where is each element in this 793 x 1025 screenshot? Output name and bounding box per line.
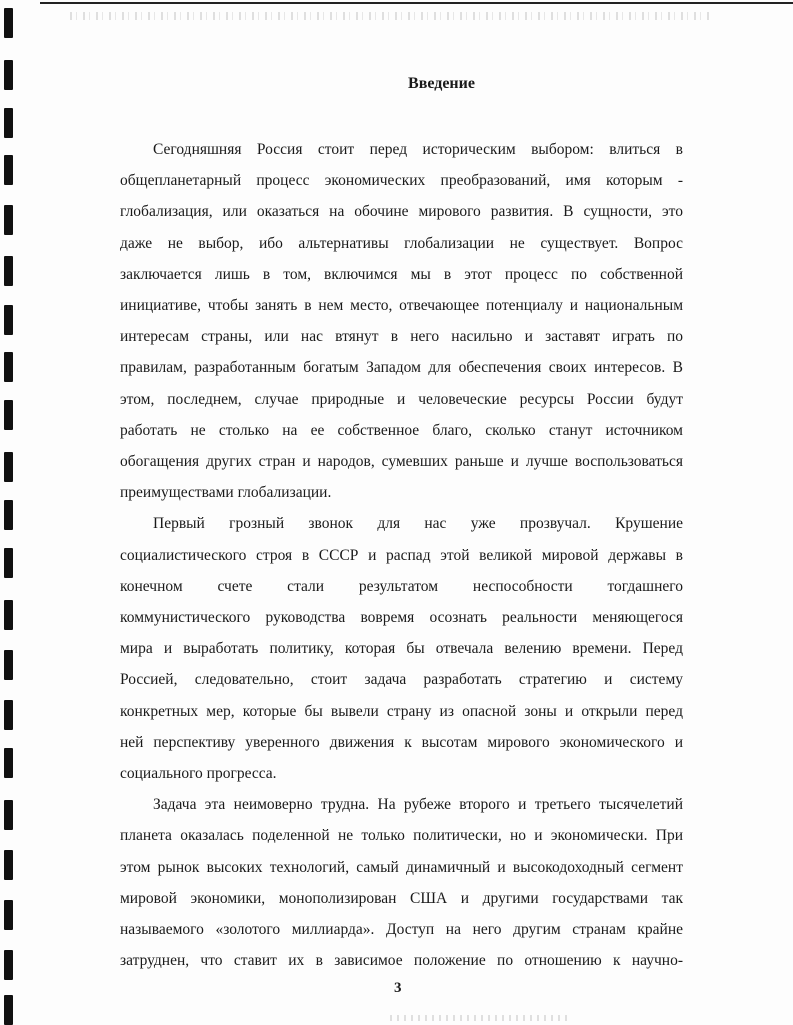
text-line: работать не столько на ее собственное благо, сколько станут источником: [120, 421, 683, 439]
text-line: социалистического строя в СССР и распад этой великой мировой державы в: [120, 546, 683, 564]
binding-mark: [4, 205, 13, 235]
text-line: конечном счете стали результатом неспособности тогдашнего: [120, 577, 683, 595]
binding-mark: [4, 400, 13, 430]
text-line: Задача эта неимоверно трудна. На рубеже второго и третьего тысячелетий: [153, 796, 683, 814]
binding-mark: [4, 650, 13, 680]
text-line: Сегодняшняя Россия стоит перед историческим выбором: влиться в: [153, 141, 683, 158]
text-line: мира и выработать политику, которая бы отвечала велению времени. Перед: [120, 640, 683, 658]
binding-mark: [4, 60, 13, 90]
scan-noise-bottom: [390, 1015, 570, 1021]
text-line: преимуществами глобализации.: [120, 484, 332, 502]
binding-mark: [4, 748, 13, 778]
binding-mark: [4, 256, 13, 286]
text-line: Первый грозный звонок для нас уже прозвучал. Крушение: [153, 515, 683, 533]
text-line: называемого «золотого миллиарда». Доступ на него другим странам крайне: [120, 921, 683, 938]
binding-mark: [4, 305, 13, 335]
text-line: общепланетарный процесс экономических преобразований, имя которым -: [120, 172, 683, 190]
binding-mark: [4, 600, 13, 630]
text-line: заключается лишь в том, включимся мы в этот процесс по собственной: [120, 265, 683, 283]
text-line: ней перспективу уверенного движения к высотам мирового экономического и: [120, 733, 683, 751]
binding-mark: [4, 950, 13, 980]
binding-mark: [4, 8, 13, 38]
binding-mark: [4, 108, 13, 138]
text-line: глобализация, или оказаться на обочине мирового развития. В сущности, это: [120, 203, 683, 221]
binding-mark: [4, 700, 13, 730]
binding-mark: [4, 800, 13, 830]
binding-mark: [4, 500, 13, 530]
text-line: коммунистического руководства вовремя осознать реальности меняющегося: [120, 609, 683, 626]
binding-mark: [4, 548, 13, 578]
page-number: 3: [394, 980, 402, 996]
text-line: затруднен, что ставит их в зависимое положение по отношению к научно-: [120, 952, 683, 970]
text-line: обогащения других стран и народов, сумевших раньше и лучше воспользоваться: [120, 453, 683, 470]
text-line: этом рынок высоких технологий, самый динамичный и высокодоходный сегмент: [120, 858, 683, 876]
text-line: Россией, следовательно, стоит задача разработать стратегию и систему: [120, 671, 683, 689]
binding-mark: [4, 452, 13, 482]
text-line: социального прогресса.: [120, 765, 277, 782]
binding-mark: [4, 850, 13, 880]
binding-mark: [4, 352, 13, 382]
text-line: даже не выбор, ибо альтернативы глобализации не существует. Вопрос: [120, 234, 683, 252]
text-line: интересам страны, или нас втянут в него насильно и заставят играть по: [120, 328, 683, 346]
page-title: Введение: [408, 75, 475, 92]
binding-mark: [4, 155, 13, 185]
text-line: инициативе, чтобы занять в нем место, отвечающее потенциалу и национальным: [120, 297, 683, 314]
text-line: конкретных мер, которые бы вывели страну из опасной зоны и открыли перед: [120, 702, 683, 720]
top-border-line: [40, 2, 793, 4]
text-line: этом, последнем, случае природные и человеческие ресурсы России будут: [120, 390, 683, 408]
text-line: планета оказалась поделенной не только политически, но и экономически. При: [120, 827, 683, 845]
binding-marks: [0, 0, 20, 1025]
text-line: правилам, разработанным богатым Западом для обеспечения своих интересов. В: [120, 359, 683, 377]
text-line: мировой экономики, монополизирован США и другими государствами так: [120, 889, 683, 907]
binding-mark: [4, 995, 13, 1025]
scan-noise-top: [70, 12, 710, 20]
binding-mark: [4, 900, 13, 930]
